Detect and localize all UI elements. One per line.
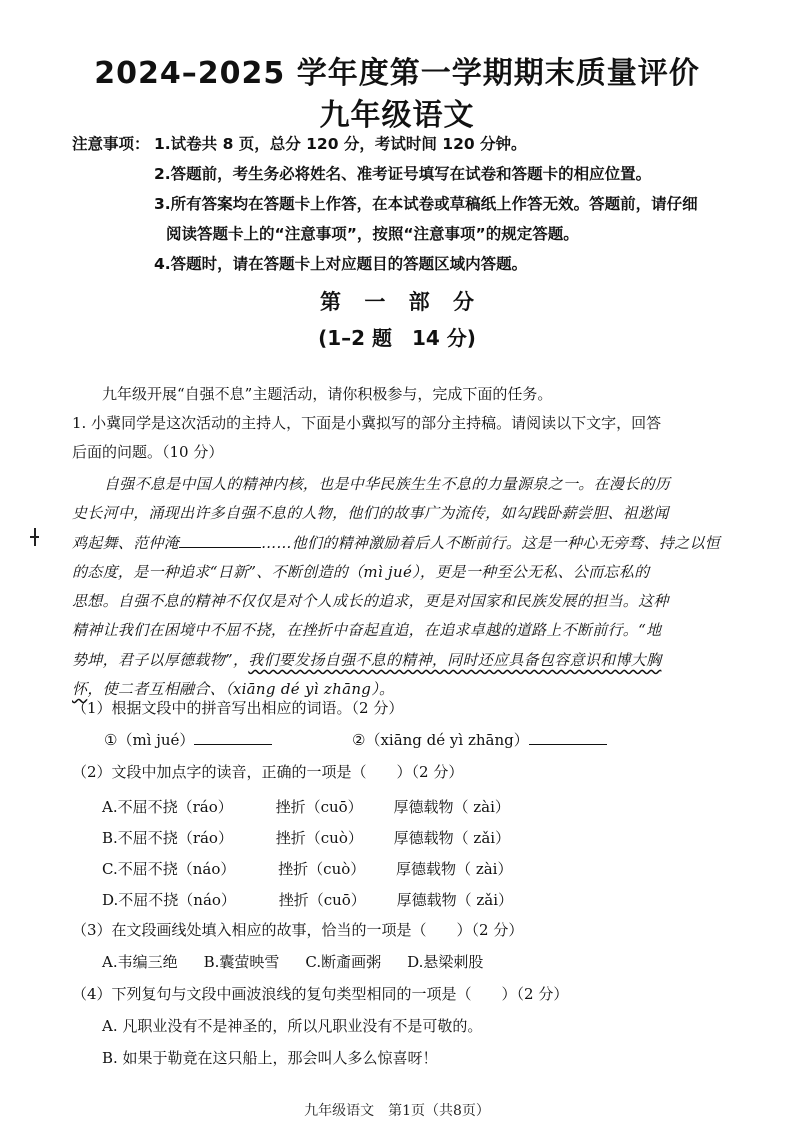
notice-label: 注意事项： <box>72 135 150 153</box>
sub-question-3 <box>72 914 752 1074</box>
notice-item: 1.试卷共 8 页，总分 120 分，考试时间 120 分钟。 <box>154 135 527 153</box>
q1-stem: 1. 小冀同学是这次活动的主持人，下面是小冀拟写的部分主持稿。请阅读以下文字，回答 <box>72 414 662 432</box>
notice-block <box>72 129 752 279</box>
story-blank <box>179 533 261 548</box>
sub2-option-a[interactable]: A.不屈不挠（ráo） 挫折（cuō） 厚德载物（ zài） <box>102 798 510 816</box>
margin-mark <box>30 536 39 538</box>
intro-text: 九年级开展“自强不息”主题活动，请你积极参与，完成下面的任务。 <box>102 385 553 403</box>
part-title: 第 一 部 分 <box>320 290 474 314</box>
q1-stem-cont: 后面的问题。（10 分） <box>72 443 224 461</box>
sub3-options <box>72 946 752 978</box>
passage-line: 思想。自强不息的精神不仅仅是对个人成长的追求，更是对国家和民族发展的担当。这种 <box>72 592 669 611</box>
answer-blank-b[interactable] <box>529 730 607 745</box>
answer-blank-a[interactable] <box>194 730 272 745</box>
wavy-sentence-end: 怀 <box>72 680 88 699</box>
exam-subject: 九年级语文 <box>319 98 475 133</box>
sub3-option-a[interactable]: A.韦编三绝 <box>102 953 178 971</box>
sub2-stem: （2）文段中加点字的读音，正确的一项是（ ）（2 分） <box>72 763 464 781</box>
passage-line: 史长河中，涌现出许多自强不息的人物，他们的故事广为流传，如勾践卧薪尝胆、祖逖闻 <box>72 504 669 523</box>
wavy-sentence: 我们要发扬自强不息的精神，同时还应具备包容意识和博大胸 <box>248 650 662 669</box>
sub3-option-b[interactable]: B.囊萤映雪 <box>203 953 280 971</box>
sub4-option-a[interactable]: A. 凡职业没有不是神圣的，所以凡职业没有不是可敬的。 <box>102 1017 483 1035</box>
passage-line: 怀，使二者互相融合、（xiāng dé yì zhāng）。 <box>72 680 395 699</box>
sub4-option-b[interactable]: B. 如果于勒竟在这只船上，那会叫人多么惊喜呀！ <box>102 1049 438 1067</box>
exam-title: 2024–2025 学年度第一学期期末质量评价 <box>94 56 700 91</box>
sub1-answers <box>72 724 752 756</box>
passage-line: 势坤，君子以厚德载物”，我们要发扬自强不息的精神，同时还应具备包容意识和博大胸 <box>72 650 662 669</box>
notice-item: 2.答题前，考生务必将姓名、准考证号填写在试卷和答题卡的相应位置。 <box>154 165 652 183</box>
notice-item: 阅读答题卡上的“注意事项”，按照“注意事项”的规定答题。 <box>166 225 579 243</box>
sub1-stem: （1）根据文段中的拼音写出相应的词语。（2 分） <box>72 699 404 717</box>
sub2-option-b[interactable]: B.不屈不挠（ráo） 挫折（cuò） 厚德载物（ zǎi） <box>102 829 511 847</box>
sub3-stem: （3）在文段画线处填入相应的故事，恰当的一项是（ ）（2 分） <box>72 921 524 939</box>
notice-item: 4.答题时，请在答题卡上对应题目的答题区域内答题。 <box>154 255 528 273</box>
sub3-option-d[interactable]: D.悬梁刺股 <box>407 953 484 971</box>
passage-line: 自强不息是中国人的精神内核，也是中华民族生生不息的力量源泉之一。在漫长的历 <box>104 475 671 493</box>
sub4-stem: （4）下列复句与文段中画波浪线的复句类型相同的一项是（ ）（2 分） <box>72 985 569 1003</box>
sub3-option-c[interactable]: C.断齑画粥 <box>305 953 382 971</box>
sub1-item-b: ②（xiāng dé yì zhāng） <box>352 731 529 749</box>
passage-line: 的态度，是一种追求“日新”、不断创造的（mì jué），更是一种至公无私、公而忘私的 <box>72 562 650 581</box>
notice-item: 3.所有答案均在答题卡上作答，在本试卷或草稿纸上作答无效。答题前，请仔细 <box>154 195 698 213</box>
part-scope: (1–2 题 14 分) <box>318 326 476 350</box>
sub2-option-d[interactable]: D.不屈不挠（náo） 挫折（cuō） 厚德载物（ zǎi） <box>102 891 514 909</box>
sub2-option-c[interactable]: C.不屈不挠（náo） 挫折（cuò） 厚德载物（ zài） <box>102 860 513 878</box>
passage-line: 精神让我们在困境中不屈不挠，在挫折中奋起直追，在追求卓越的道路上不断前行。“地 <box>72 621 662 640</box>
reading-passage <box>72 470 732 704</box>
page-footer: 九年级语文 第1页（共8页） <box>304 1103 490 1119</box>
sub-question-1 <box>72 692 752 788</box>
passage-line: 鸡起舞、范仲淹 ……他们的精神激励着后人不断前行。这是一种心无旁骛、持之以恒 <box>72 533 721 552</box>
question-intro <box>72 380 752 467</box>
sub1-item-a: ①（mì jué） <box>104 731 195 749</box>
